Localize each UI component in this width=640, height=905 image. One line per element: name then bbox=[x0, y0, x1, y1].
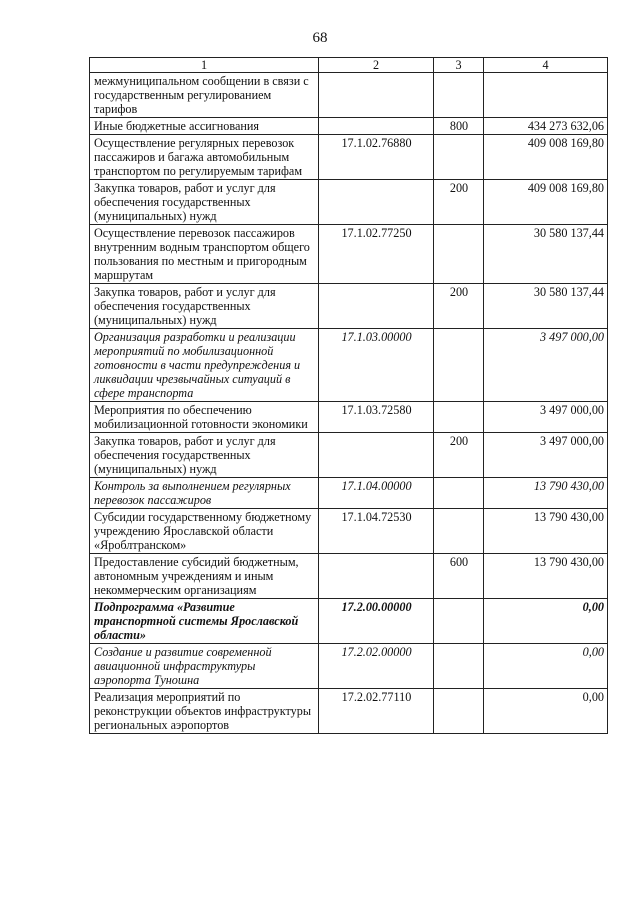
row-amount-cell: 0,00 bbox=[484, 599, 608, 644]
row-amount-cell: 13 790 430,00 bbox=[484, 554, 608, 599]
row-name-cell: Иные бюджетные ассигнования bbox=[90, 118, 319, 135]
row-amount-cell: 30 580 137,44 bbox=[484, 284, 608, 329]
column-header: 1 bbox=[90, 58, 319, 73]
row-expense-type-cell bbox=[434, 644, 484, 689]
table-row bbox=[90, 509, 608, 554]
row-expense-type-cell bbox=[434, 599, 484, 644]
row-amount-cell: 0,00 bbox=[484, 689, 608, 734]
row-expense-type-cell bbox=[434, 509, 484, 554]
row-name-cell: Организация разработки и реализации мероприятий по мобилизационной готовности в части предупреждения и ликвидации чрезвычайных ситуаций в сфере транспорта bbox=[90, 329, 319, 402]
row-amount-cell: 13 790 430,00 bbox=[484, 478, 608, 509]
row-expense-type-cell bbox=[434, 402, 484, 433]
table-row bbox=[90, 284, 608, 329]
row-expense-type-cell: 200 bbox=[434, 180, 484, 225]
table-body bbox=[90, 73, 608, 734]
row-amount-cell: 434 273 632,06 bbox=[484, 118, 608, 135]
row-code-cell: 17.2.02.00000 bbox=[319, 644, 434, 689]
row-code-cell: 17.1.02.77250 bbox=[319, 225, 434, 284]
row-expense-type-cell bbox=[434, 689, 484, 734]
column-header: 4 bbox=[484, 58, 608, 73]
row-name-cell: Мероприятия по обеспечению мобилизационной готовности экономики bbox=[90, 402, 319, 433]
table-row bbox=[90, 135, 608, 180]
table-row bbox=[90, 225, 608, 284]
row-code-cell: 17.1.03.00000 bbox=[319, 329, 434, 402]
column-header: 3 bbox=[434, 58, 484, 73]
row-expense-type-cell bbox=[434, 329, 484, 402]
row-expense-type-cell bbox=[434, 478, 484, 509]
row-code-cell: 17.2.00.00000 bbox=[319, 599, 434, 644]
table-row bbox=[90, 689, 608, 734]
row-name-cell: Подпрограмма «Развитие транспортной системы Ярославской области» bbox=[90, 599, 319, 644]
row-code-cell: 17.2.02.77110 bbox=[319, 689, 434, 734]
row-amount-cell bbox=[484, 73, 608, 118]
row-code-cell bbox=[319, 433, 434, 478]
row-code-cell bbox=[319, 554, 434, 599]
row-name-cell: Создание и развитие современной авиационной инфраструктуры аэропорта Туношна bbox=[90, 644, 319, 689]
row-name-cell: Закупка товаров, работ и услуг для обеспечения государственных (муниципальных) нужд bbox=[90, 180, 319, 225]
row-name-cell: Контроль за выполнением регулярных перевозок пассажиров bbox=[90, 478, 319, 509]
row-amount-cell: 0,00 bbox=[484, 644, 608, 689]
table-row bbox=[90, 73, 608, 118]
row-amount-cell: 3 497 000,00 bbox=[484, 402, 608, 433]
row-expense-type-cell: 200 bbox=[434, 284, 484, 329]
row-code-cell bbox=[319, 73, 434, 118]
row-name-cell: Закупка товаров, работ и услуг для обеспечения государственных (муниципальных) нужд bbox=[90, 433, 319, 478]
page-number: 68 bbox=[312, 30, 328, 46]
row-code-cell bbox=[319, 284, 434, 329]
table-row bbox=[90, 478, 608, 509]
row-code-cell: 17.1.03.72580 bbox=[319, 402, 434, 433]
table-row bbox=[90, 402, 608, 433]
table-row bbox=[90, 180, 608, 225]
row-name-cell: Предоставление субсидий бюджетным, автономным учреждениям и иным некоммерческим организациям bbox=[90, 554, 319, 599]
table-header-row bbox=[90, 58, 608, 73]
row-amount-cell: 13 790 430,00 bbox=[484, 509, 608, 554]
row-amount-cell: 3 497 000,00 bbox=[484, 329, 608, 402]
row-name-cell: межмуниципальном сообщении в связи с государственным регулированием тарифов bbox=[90, 73, 319, 118]
budget-table bbox=[89, 57, 608, 734]
row-code-cell: 17.1.04.72530 bbox=[319, 509, 434, 554]
table-row bbox=[90, 118, 608, 135]
row-name-cell: Осуществление регулярных перевозок пассажиров и багажа автомобильным транспортом по регулируемым тарифам bbox=[90, 135, 319, 180]
row-expense-type-cell bbox=[434, 225, 484, 284]
row-expense-type-cell bbox=[434, 135, 484, 180]
row-code-cell: 17.1.04.00000 bbox=[319, 478, 434, 509]
row-amount-cell: 3 497 000,00 bbox=[484, 433, 608, 478]
table-row bbox=[90, 644, 608, 689]
row-expense-type-cell: 600 bbox=[434, 554, 484, 599]
row-code-cell bbox=[319, 118, 434, 135]
table-row bbox=[90, 433, 608, 478]
row-name-cell: Осуществление перевозок пассажиров внутренним водным транспортом общего пользования по местным и пригородным маршрутам bbox=[90, 225, 319, 284]
row-code-cell: 17.1.02.76880 bbox=[319, 135, 434, 180]
row-name-cell: Реализация мероприятий по реконструкции объектов инфраструктуры региональных аэропортов bbox=[90, 689, 319, 734]
column-header: 2 bbox=[319, 58, 434, 73]
row-code-cell bbox=[319, 180, 434, 225]
row-amount-cell: 30 580 137,44 bbox=[484, 225, 608, 284]
row-name-cell: Закупка товаров, работ и услуг для обеспечения государственных (муниципальных) нужд bbox=[90, 284, 319, 329]
row-amount-cell: 409 008 169,80 bbox=[484, 180, 608, 225]
row-expense-type-cell: 200 bbox=[434, 433, 484, 478]
row-expense-type-cell: 800 bbox=[434, 118, 484, 135]
table-row bbox=[90, 329, 608, 402]
row-amount-cell: 409 008 169,80 bbox=[484, 135, 608, 180]
table-row bbox=[90, 554, 608, 599]
row-expense-type-cell bbox=[434, 73, 484, 118]
row-name-cell: Субсидии государственному бюджетному учреждению Ярославской области «Яроблтранском» bbox=[90, 509, 319, 554]
table-row bbox=[90, 599, 608, 644]
